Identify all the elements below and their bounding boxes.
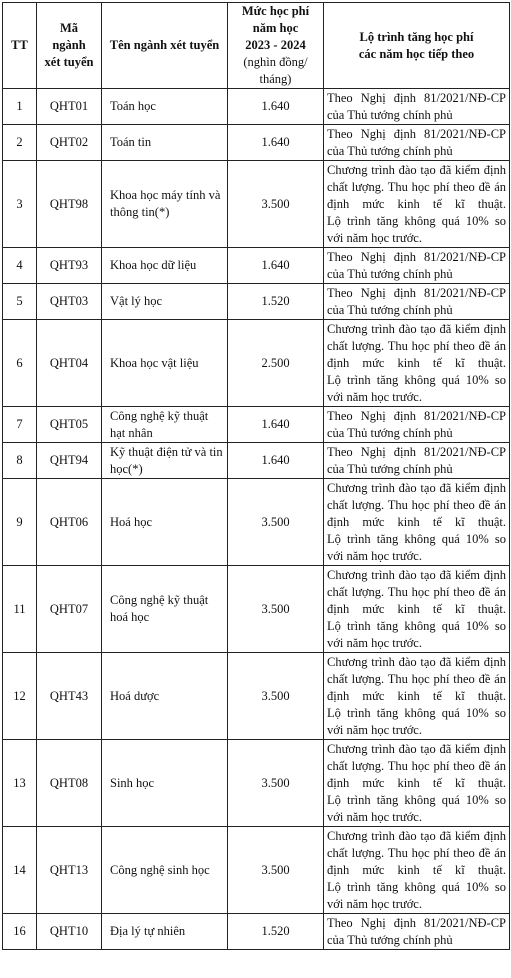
note-line: với năm học trước. — [327, 722, 422, 737]
cell-note — [324, 827, 510, 914]
cell-code: QHT06 — [37, 479, 102, 566]
table-row — [3, 248, 510, 284]
cell-note — [324, 407, 510, 443]
cell-code: QHT98 — [37, 161, 102, 248]
note-line: Theo Nghị định 81/2021/NĐ-CP — [327, 408, 506, 423]
name-line: thông tin(*) — [110, 205, 170, 219]
cell-note — [324, 740, 510, 827]
name-line: Toán học — [110, 99, 156, 113]
name-line: học(*) — [110, 461, 143, 476]
table-row — [3, 479, 510, 566]
note-line: định mức kinh tế kĩ thuật. — [327, 775, 506, 790]
note-line: của Thủ tướng chính phủ — [327, 302, 453, 317]
note-line: Lộ trình tăng không quá 10% so — [327, 705, 506, 720]
table-row — [3, 320, 510, 407]
name-line: Công nghệ sinh học — [110, 862, 210, 877]
header-fee-line: 2023 - 2024 — [245, 38, 306, 52]
cell-tt: 12 — [3, 653, 37, 740]
header-fee-line: Mức học phí — [241, 4, 310, 18]
note-line: định mức kinh tế kĩ thuật. — [327, 862, 506, 877]
cell-name — [102, 740, 228, 827]
name-line: hoá học — [110, 610, 150, 624]
cell-name — [102, 407, 228, 443]
note-line: Theo Nghị định 81/2021/NĐ-CP — [327, 285, 506, 300]
name-line: Toán tin — [110, 135, 152, 149]
note-line: với năm học trước. — [327, 809, 422, 824]
name-line: Hoá học — [110, 514, 152, 529]
name-line: Kỹ thuật điện tử và tin — [110, 444, 223, 459]
cell-tt: 1 — [3, 89, 37, 125]
cell-name — [102, 479, 228, 566]
cell-name — [102, 89, 228, 125]
cell-name — [102, 320, 228, 407]
cell-fee: 1.520 — [228, 914, 324, 950]
cell-code: QHT08 — [37, 740, 102, 827]
name-line: Sinh học — [110, 775, 155, 790]
header-fee-line: năm học — [252, 21, 299, 35]
cell-fee: 3.500 — [228, 740, 324, 827]
cell-note — [324, 248, 510, 284]
name-line: hạt nhân — [110, 425, 153, 440]
table-row — [3, 653, 510, 740]
note-line: chất lượng. Thu học phí theo đề án — [327, 179, 506, 194]
note-line: chất lượng. Thu học phí theo đề án — [327, 671, 506, 686]
note-line: Theo Nghị định 81/2021/NĐ-CP — [327, 249, 506, 264]
cell-fee: 1.640 — [228, 125, 324, 161]
cell-fee: 3.500 — [228, 827, 324, 914]
cell-code: QHT93 — [37, 248, 102, 284]
note-line: Lộ trình tăng không quá 10% so — [327, 372, 506, 387]
table-row — [3, 827, 510, 914]
cell-tt: 14 — [3, 827, 37, 914]
note-line: với năm học trước. — [327, 896, 422, 911]
header-roadmap — [324, 3, 510, 89]
note-line: của Thủ tướng chính phủ — [327, 932, 453, 947]
cell-tt: 11 — [3, 566, 37, 653]
cell-name — [102, 284, 228, 320]
note-line: chất lượng. Thu học phí theo đề án — [327, 497, 506, 512]
name-line: Địa lý tự nhiên — [110, 924, 186, 938]
name-line: Vật lý học — [110, 294, 163, 308]
cell-tt: 16 — [3, 914, 37, 950]
note-line: chất lượng. Thu học phí theo đề án — [327, 758, 506, 773]
name-line: Công nghệ kỹ thuật — [110, 593, 209, 607]
cell-note — [324, 320, 510, 407]
note-line: chất lượng. Thu học phí theo đề án — [327, 338, 506, 353]
cell-note — [324, 161, 510, 248]
cell-tt: 13 — [3, 740, 37, 827]
table-row — [3, 89, 510, 125]
table-row — [3, 125, 510, 161]
note-line: Chương trình đào tạo đã kiểm định — [327, 162, 506, 177]
table-row — [3, 407, 510, 443]
cell-fee: 1.640 — [228, 407, 324, 443]
cell-fee: 1.640 — [228, 443, 324, 479]
cell-name — [102, 443, 228, 479]
note-line: định mức kinh tế kĩ thuật. — [327, 196, 506, 211]
cell-note — [324, 89, 510, 125]
header-fee-unit: (nghìn đồng/ — [243, 55, 308, 69]
header-code — [37, 3, 102, 89]
header-fee-unit: tháng) — [259, 72, 292, 86]
note-line: định mức kinh tế kĩ thuật. — [327, 688, 506, 703]
cell-fee: 2.500 — [228, 320, 324, 407]
note-line: Lộ trình tăng không quá 10% so — [327, 879, 506, 894]
cell-code: QHT03 — [37, 284, 102, 320]
cell-code: QHT04 — [37, 320, 102, 407]
header-code-line: xét tuyển — [44, 55, 94, 69]
cell-fee: 3.500 — [228, 653, 324, 740]
name-line: Khoa học dữ liệu — [110, 258, 197, 272]
header-tt: TT — [3, 3, 37, 89]
cell-note — [324, 443, 510, 479]
table-row — [3, 161, 510, 248]
note-line: của Thủ tướng chính phủ — [327, 461, 453, 476]
table-row — [3, 566, 510, 653]
cell-name — [102, 566, 228, 653]
cell-note — [324, 479, 510, 566]
name-line: Khoa học vật liệu — [110, 355, 199, 370]
note-line: Chương trình đào tạo đã kiểm định — [327, 480, 506, 495]
cell-fee: 1.640 — [228, 89, 324, 125]
cell-tt: 6 — [3, 320, 37, 407]
header-roadmap-line: các năm học tiếp theo — [358, 46, 475, 61]
note-line: Theo Nghị định 81/2021/NĐ-CP — [327, 126, 506, 141]
note-line: với năm học trước. — [327, 230, 422, 245]
cell-name — [102, 248, 228, 284]
cell-tt: 3 — [3, 161, 37, 248]
note-line: của Thủ tướng chính phủ — [327, 266, 453, 281]
note-line: Chương trình đào tạo đã kiểm định — [327, 321, 506, 336]
cell-name — [102, 161, 228, 248]
header-code-line: ngành — [52, 38, 86, 52]
cell-note — [324, 653, 510, 740]
note-line: Chương trình đào tạo đã kiểm định — [327, 567, 506, 582]
table-row — [3, 443, 510, 479]
cell-code: QHT10 — [37, 914, 102, 950]
note-line: chất lượng. Thu học phí theo đề án — [327, 584, 506, 599]
cell-name — [102, 914, 228, 950]
cell-code: QHT13 — [37, 827, 102, 914]
cell-name — [102, 653, 228, 740]
note-line: Theo Nghị định 81/2021/NĐ-CP — [327, 444, 506, 459]
tuition-table — [2, 2, 510, 950]
table-body — [3, 89, 510, 950]
name-line: Khoa học máy tính và — [110, 188, 221, 202]
cell-tt: 4 — [3, 248, 37, 284]
cell-tt: 7 — [3, 407, 37, 443]
note-line: Chương trình đào tạo đã kiểm định — [327, 654, 506, 669]
cell-code: QHT01 — [37, 89, 102, 125]
cell-fee: 1.640 — [228, 248, 324, 284]
cell-note — [324, 914, 510, 950]
cell-fee: 3.500 — [228, 161, 324, 248]
header-roadmap-line: Lộ trình tăng học phí — [359, 29, 474, 44]
header-row — [3, 3, 510, 89]
note-line: với năm học trước. — [327, 635, 422, 650]
note-line: Theo Nghị định 81/2021/NĐ-CP — [327, 90, 506, 105]
note-line: Lộ trình tăng không quá 10% so — [327, 213, 506, 228]
cell-tt: 8 — [3, 443, 37, 479]
note-line: với năm học trước. — [327, 548, 422, 563]
cell-tt: 2 — [3, 125, 37, 161]
table-row — [3, 914, 510, 950]
note-line: định mức kinh tế kĩ thuật. — [327, 601, 506, 616]
note-line: Lộ trình tăng không quá 10% so — [327, 792, 506, 807]
table-row — [3, 284, 510, 320]
cell-note — [324, 125, 510, 161]
note-line: của Thủ tướng chính phủ — [327, 143, 453, 158]
note-line: của Thủ tướng chính phủ — [327, 425, 453, 440]
note-line: chất lượng. Thu học phí theo đề án — [327, 845, 506, 860]
header-name: Tên ngành xét tuyển — [102, 3, 228, 89]
cell-fee: 3.500 — [228, 479, 324, 566]
cell-code: QHT43 — [37, 653, 102, 740]
note-line: Chương trình đào tạo đã kiểm định — [327, 828, 506, 843]
cell-fee: 1.520 — [228, 284, 324, 320]
cell-note — [324, 284, 510, 320]
note-line: định mức kinh tế kĩ thuật. — [327, 514, 506, 529]
note-line: định mức kinh tế kĩ thuật. — [327, 355, 506, 370]
cell-name — [102, 827, 228, 914]
header-code-line: Mã — [59, 21, 79, 35]
cell-note — [324, 566, 510, 653]
cell-code: QHT94 — [37, 443, 102, 479]
cell-code: QHT02 — [37, 125, 102, 161]
cell-code: QHT05 — [37, 407, 102, 443]
note-line: với năm học trước. — [327, 389, 422, 404]
table-row — [3, 740, 510, 827]
note-line: Lộ trình tăng không quá 10% so — [327, 618, 506, 633]
name-line: Công nghệ kỹ thuật — [110, 408, 209, 423]
note-line: Lộ trình tăng không quá 10% so — [327, 531, 506, 546]
name-line: Hoá dược — [110, 688, 160, 703]
note-line: Chương trình đào tạo đã kiểm định — [327, 741, 506, 756]
note-line: của Thủ tướng chính phủ — [327, 107, 453, 122]
cell-fee: 3.500 — [228, 566, 324, 653]
note-line: Theo Nghị định 81/2021/NĐ-CP — [327, 915, 506, 930]
cell-tt: 9 — [3, 479, 37, 566]
header-fee — [228, 3, 324, 89]
cell-name — [102, 125, 228, 161]
cell-code: QHT07 — [37, 566, 102, 653]
cell-tt: 5 — [3, 284, 37, 320]
